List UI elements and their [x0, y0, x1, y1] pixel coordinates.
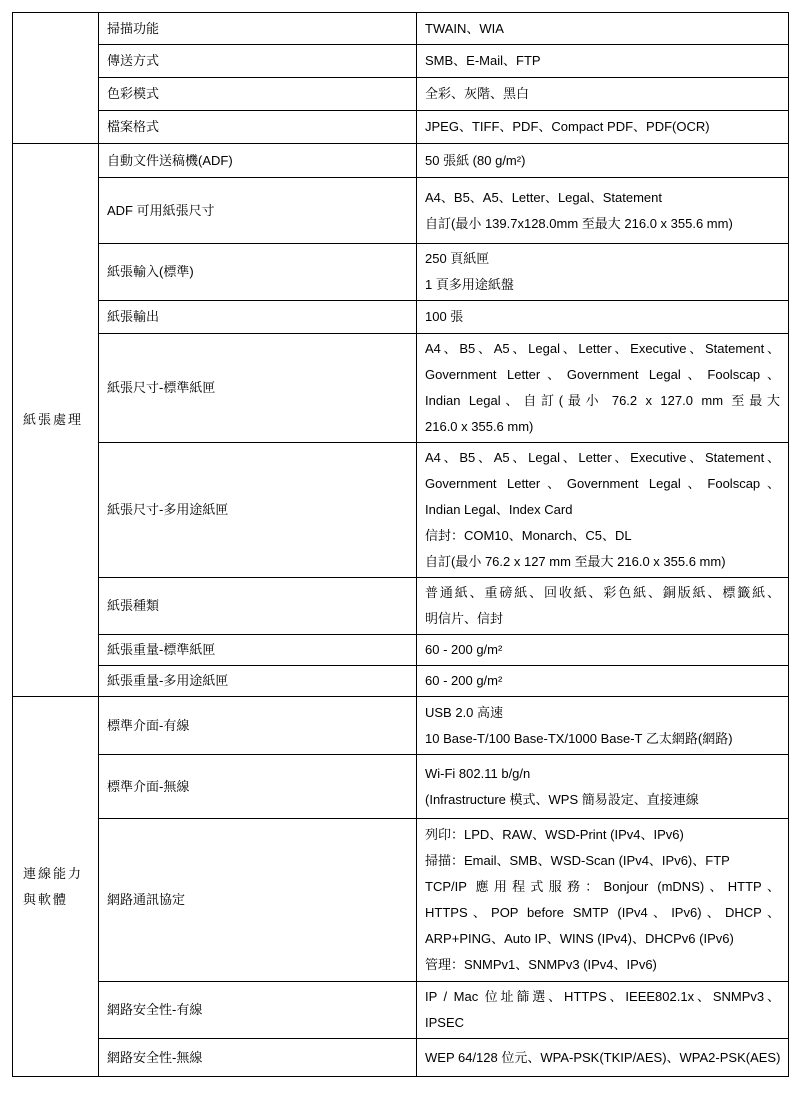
spec-value [417, 144, 789, 178]
spec-value [417, 244, 789, 301]
spec-value-line: 掃描：Email、SMB、WSD-Scan (IPv4、IPv6)、FTP [425, 853, 730, 868]
spec-value-line: 60 - 200 g/m² [425, 673, 503, 688]
spec-value-line: IPSEC [425, 1015, 465, 1030]
spec-value-line: JPEG、TIFF、PDF、Compact PDF、PDF(OCR) [425, 119, 710, 134]
spec-value [417, 45, 789, 78]
spec-value-line: SMB、E-Mail、FTP [425, 53, 541, 68]
spec-value-line: HTTPS、POP before SMTP (IPv4、IPv6)、DHCP、 [425, 905, 780, 920]
spec-value-line: 自訂(最小 139.7x128.0mm 至最大 216.0 x 355.6 mm) [425, 215, 733, 231]
spec-table-body [13, 13, 789, 1077]
spec-value [417, 13, 789, 45]
spec-row [13, 334, 789, 443]
spec-value-line: 250 頁紙匣 [425, 251, 490, 266]
spec-row [13, 666, 789, 697]
spec-value-line: 自訂(最小 76.2 x 127 mm 至最大 216.0 x 355.6 mm) [425, 554, 726, 569]
spec-label: 檔案格式 [99, 111, 417, 144]
spec-value-line: (Infrastructure 模式、WPS 簡易設定、直接連線 [425, 791, 699, 807]
spec-value [417, 697, 789, 755]
spec-row [13, 301, 789, 334]
spec-value [417, 443, 789, 578]
spec-label: 掃描功能 [99, 13, 417, 45]
spec-value-line: ARP+PING、Auto IP、WINS (IPv4)、DHCPv6 (IPv6) [425, 931, 734, 946]
spec-value-line: Indian Legal、Index Card [425, 502, 573, 517]
spec-row [13, 144, 789, 178]
spec-row [13, 697, 789, 755]
spec-row [13, 178, 789, 244]
spec-value [417, 111, 789, 144]
spec-value [417, 1039, 789, 1077]
spec-label: 紙張輸入(標準) [99, 244, 417, 301]
spec-value-line: TCP/IP 應用程式服務：Bonjour (mDNS)、HTTP、 [425, 879, 780, 894]
spec-row [13, 244, 789, 301]
spec-value-line: 管理：SNMPv1、SNMPv3 (IPv4、IPv6) [425, 957, 657, 972]
spec-label: 紙張種類 [99, 578, 417, 635]
spec-row [13, 111, 789, 144]
spec-label: 色彩模式 [99, 78, 417, 111]
category-cell [13, 144, 99, 697]
category-label: 與軟體 [23, 891, 69, 907]
spec-label: 自動文件送稿機(ADF) [99, 144, 417, 178]
spec-label: 紙張重量-標準紙匣 [99, 635, 417, 666]
spec-value-line: A4、B5、A5、Legal、Letter、Executive、Statement、 [425, 341, 780, 356]
spec-value-line: Government Letter、Government Legal、Foolscap、 [425, 476, 780, 491]
spec-row [13, 755, 789, 819]
spec-row [13, 443, 789, 578]
category-cell [13, 13, 99, 144]
spec-value-line: 10 Base-T/100 Base-TX/1000 Base-T 乙太網路(網路) [425, 730, 733, 746]
spec-value [417, 578, 789, 635]
spec-value-line: 50 張紙 (80 g/m²) [425, 152, 526, 168]
spec-value-line: Wi-Fi 802.11 b/g/n [425, 765, 531, 781]
spec-label: ADF 可用紙張尺寸 [99, 178, 417, 244]
spec-table [12, 12, 789, 1077]
spec-value [417, 666, 789, 697]
spec-value-line: 全彩、灰階、黑白 [425, 86, 530, 101]
spec-label: 網路安全性-有線 [99, 982, 417, 1039]
spec-value-line: 列印：LPD、RAW、WSD-Print (IPv4、IPv6) [425, 827, 684, 842]
spec-row [13, 819, 789, 982]
spec-label: 網路通訊協定 [99, 819, 417, 982]
spec-value [417, 178, 789, 244]
spec-value-line: Indian Legal、自訂(最小 76.2 x 127.0 mm 至最大 [425, 393, 780, 408]
spec-value [417, 78, 789, 111]
spec-row [13, 635, 789, 666]
category-label: 連線能力 [23, 865, 84, 881]
spec-value-line: USB 2.0 高速 [425, 704, 504, 720]
spec-value [417, 635, 789, 666]
spec-value-line: Government Letter、Government Legal、Foolscap、 [425, 367, 780, 382]
spec-value [417, 819, 789, 982]
spec-label: 標準介面-無線 [99, 755, 417, 819]
spec-value [417, 755, 789, 819]
spec-label: 網路安全性-無線 [99, 1039, 417, 1077]
spec-row [13, 578, 789, 635]
spec-value-line: 216.0 x 355.6 mm) [425, 419, 534, 434]
spec-value-line: A4、B5、A5、Legal、Letter、Executive、Statement、 [425, 450, 780, 465]
spec-value [417, 301, 789, 334]
spec-label: 紙張重量-多用途紙匣 [99, 666, 417, 697]
spec-label: 紙張輸出 [99, 301, 417, 334]
spec-value-line: 信封：COM10、Monarch、C5、DL [425, 528, 632, 543]
spec-value-line: A4、B5、A5、Letter、Legal、Statement [425, 189, 663, 205]
category-cell [13, 697, 99, 1077]
spec-label: 標準介面-有線 [99, 697, 417, 755]
spec-row [13, 1039, 789, 1077]
spec-value-line: TWAIN、WIA [425, 20, 504, 36]
spec-value-line: 60 - 200 g/m² [425, 642, 503, 657]
spec-value [417, 334, 789, 443]
spec-value-line: 明信片、信封 [425, 611, 504, 626]
spec-value [417, 982, 789, 1039]
spec-value-line: 100 張 [425, 309, 464, 324]
spec-value-line: 1 頁多用途紙盤 [425, 277, 514, 292]
spec-value-line: WEP 64/128 位元、WPA-PSK(TKIP/AES)、WPA2-PSK(AES) [425, 1049, 781, 1065]
spec-label: 傳送方式 [99, 45, 417, 78]
spec-label: 紙張尺寸-多用途紙匣 [99, 443, 417, 578]
spec-row [13, 45, 789, 78]
category-label: 紙張處理 [23, 412, 84, 427]
spec-row [13, 13, 789, 45]
spec-label: 紙張尺寸-標準紙匣 [99, 334, 417, 443]
spec-value-line: IP / Mac 位址篩選、HTTPS、IEEE802.1x、SNMPv3、 [425, 989, 780, 1004]
spec-row [13, 982, 789, 1039]
spec-row [13, 78, 789, 111]
spec-value-line: 普通紙、重磅紙、回收紙、彩色紙、銅版紙、標籤紙、 [425, 585, 780, 600]
